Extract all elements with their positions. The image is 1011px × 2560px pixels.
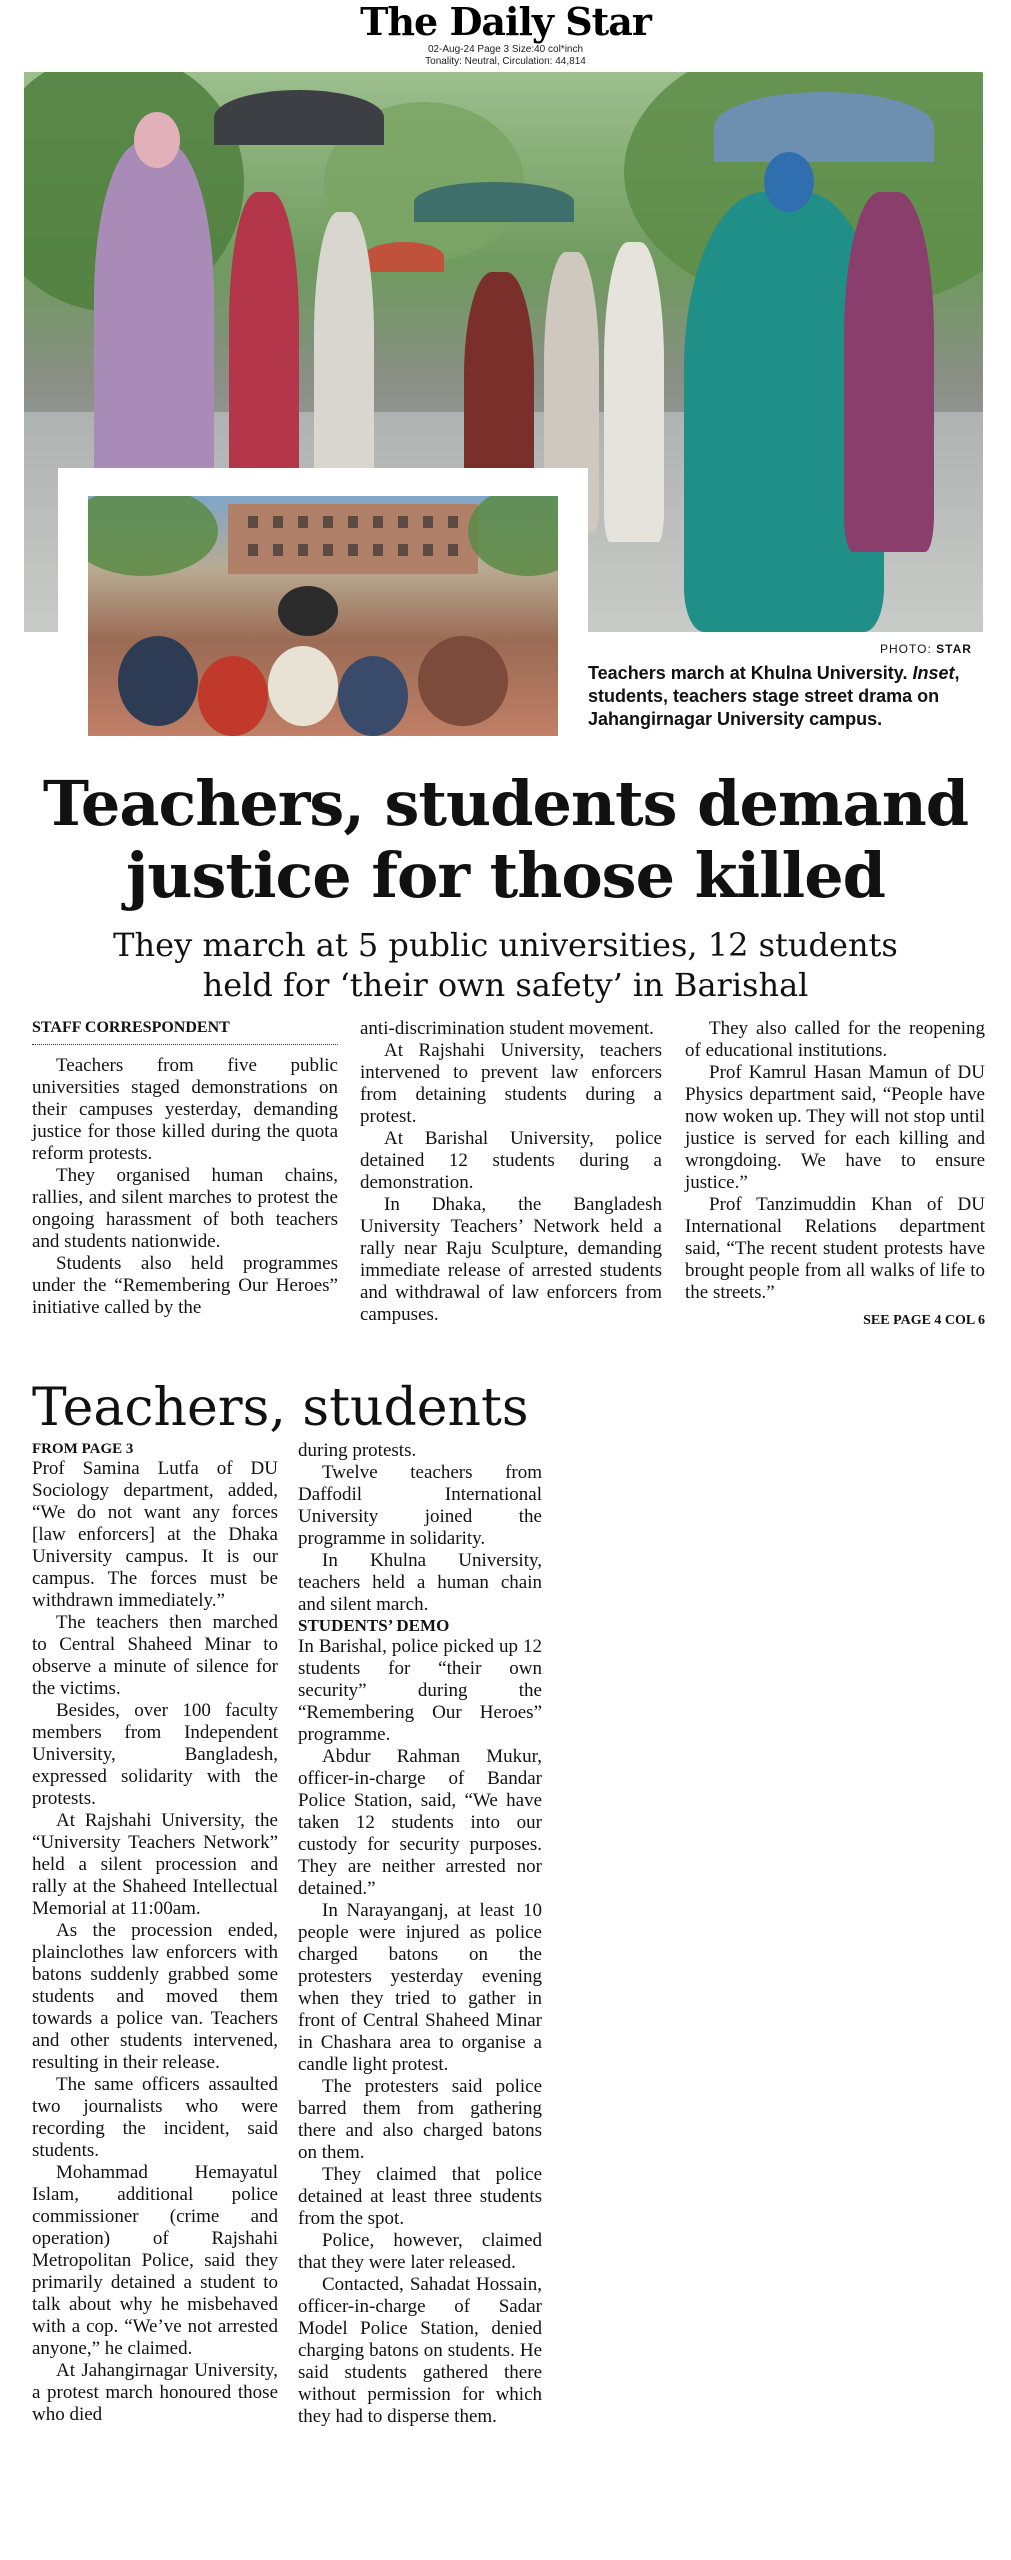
masthead <box>0 0 1011 68</box>
paragraph: Contacted, Sahadat Hossain, officer-in-charge of Sadar Model Police Station, denied charging batons on students. He said students gathered there without permission for which they had to disperse them. <box>298 2274 542 2427</box>
paragraph: Prof Kamrul Hasan Mamun of DU Physics department said, “People have now woken up. They will not stop until justice is served for each killing and wrongdoing. We have to ensure justice.” <box>685 1062 985 1193</box>
deck: They march at 5 public universities, 12 students held for ‘their own safety’ in Barishal <box>113 926 898 1004</box>
paragraph: As the procession ended, plainclothes law enforcers with batons suddenly grabbed some students and moved them towards a police van. Teachers and other students intervened, resulting in their release. <box>32 1920 278 2073</box>
article-column-2 <box>360 1018 662 1326</box>
paragraph: In Dhaka, the Bangladesh University Teachers’ Network held a rally near Raju Sculpture, demanding immediate release of arrested students and withdrawal of law enforcers from campuses. <box>360 1194 662 1325</box>
paragraph: Teachers from five public universities staged demonstrations on their campuses yesterday, demanding justice for those killed during the quota reform protests. <box>32 1055 338 1164</box>
continuation-heading: Teachers, students <box>32 1378 529 1438</box>
photo-caption: Teachers march at Khulna University. Inset, students, teachers stage street drama on Jahangirnagar University campus. <box>588 663 960 729</box>
paragraph: At Rajshahi University, teachers intervened to prevent law enforcers from detaining students during a protest. <box>360 1040 662 1127</box>
paragraph: The teachers then marched to Central Shaheed Minar to observe a minute of silence for the victims. <box>32 1612 278 1699</box>
paragraph: Twelve teachers from Daffodil International University joined the programme in solidarity. <box>298 1462 542 1549</box>
paragraph: Abdur Rahman Mukur, officer-in-charge of Bandar Police Station, said, “We have taken 12 students into our custody for security purposes. They are neither arrested nor detained.” <box>298 1746 542 1899</box>
paragraph: In Barishal, police picked up 12 students for “their own security” during the “Remembering Our Heroes” programme. <box>298 1636 542 1745</box>
from-page: FROM PAGE 3 <box>32 1441 134 1457</box>
paragraph: Prof Tanzimuddin Khan of DU International Relations department said, “The recent student protests have brought people from all walks of life to the streets.” <box>685 1194 985 1303</box>
paragraph: The protesters said police barred them from gathering there and also charged batons on them. <box>298 2076 542 2163</box>
paragraph: Mohammad Hemayatul Islam, additional police commissioner (crime and operation) of Rajshahi Metropolitan Police, said they primarily detained a student to talk about why he misbehaved with a cop. “We’ve not arrested anyone,” he claimed. <box>32 2162 278 2359</box>
article-column-1 <box>32 1018 338 1319</box>
headline: Teachers, students demand justice for those killed <box>42 767 969 912</box>
continuation-column-1 <box>32 1440 278 2426</box>
paragraph: The same officers assaulted two journalists who were recording the incident, said students. <box>32 2074 278 2161</box>
subhead: STUDENTS’ DEMO <box>298 1616 450 1635</box>
paragraph: anti-discrimination student movement. <box>360 1018 654 1039</box>
article-column-3 <box>685 1018 985 1332</box>
paragraph: At Rajshahi University, the “University Teachers Network” held a silent procession and rally at the Shaheed Intellectual Memorial at 11:00am. <box>32 1810 278 1919</box>
paragraph: Prof Samina Lutfa of DU Sociology department, added, “We do not want any forces [law enforcers] at the Dhaka University campus. It is our campus. The forces must be withdrawn immediately.” <box>32 1458 278 1611</box>
inset-photo <box>88 496 558 736</box>
jump-line: SEE PAGE 4 COL 6 <box>863 1313 985 1328</box>
clipping-meta-line1: 02-Aug-24 Page 3 Size:40 col*inch <box>427 44 584 55</box>
paragraph: At Jahangirnagar University, a protest march honoured those who died <box>32 2360 278 2425</box>
byline: STAFF CORRESPONDENT <box>32 1018 338 1045</box>
continuation-column-2 <box>298 1440 542 2428</box>
paragraph: They also called for the reopening of educational institutions. <box>685 1018 985 1061</box>
paragraph: At Barishal University, police detained 12 students during a demonstration. <box>360 1128 662 1193</box>
paragraph: In Narayanganj, at least 10 people were injured as police charged batons on the protesters yesterday evening when they tried to gather in front of Central Shaheed Minar in Chashara area to organise a candle light protest. <box>298 1900 542 2075</box>
clipping-meta-line2: Tonality: Neutral, Circulation: 44,814 <box>425 56 586 67</box>
paragraph: Besides, over 100 faculty members from Independent University, Bangladesh, expressed solidarity with the protests. <box>32 1700 278 1809</box>
newspaper-logo: The Daily Star <box>360 0 651 44</box>
paragraph: during protests. <box>298 1440 417 1461</box>
paragraph: They organised human chains, rallies, and silent marches to protest the ongoing harassment of both teachers and students nationwide. <box>32 1165 338 1252</box>
photo-credit: PHOTO: STAR <box>880 642 972 656</box>
paragraph: Students also held programmes under the “Remembering Our Heroes” initiative called by the <box>32 1253 338 1318</box>
paragraph: In Khulna University, teachers held a human chain and silent march. <box>298 1550 542 1615</box>
paragraph: Police, however, claimed that they were later released. <box>298 2230 542 2273</box>
paragraph: They claimed that police detained at least three students from the spot. <box>298 2164 542 2229</box>
